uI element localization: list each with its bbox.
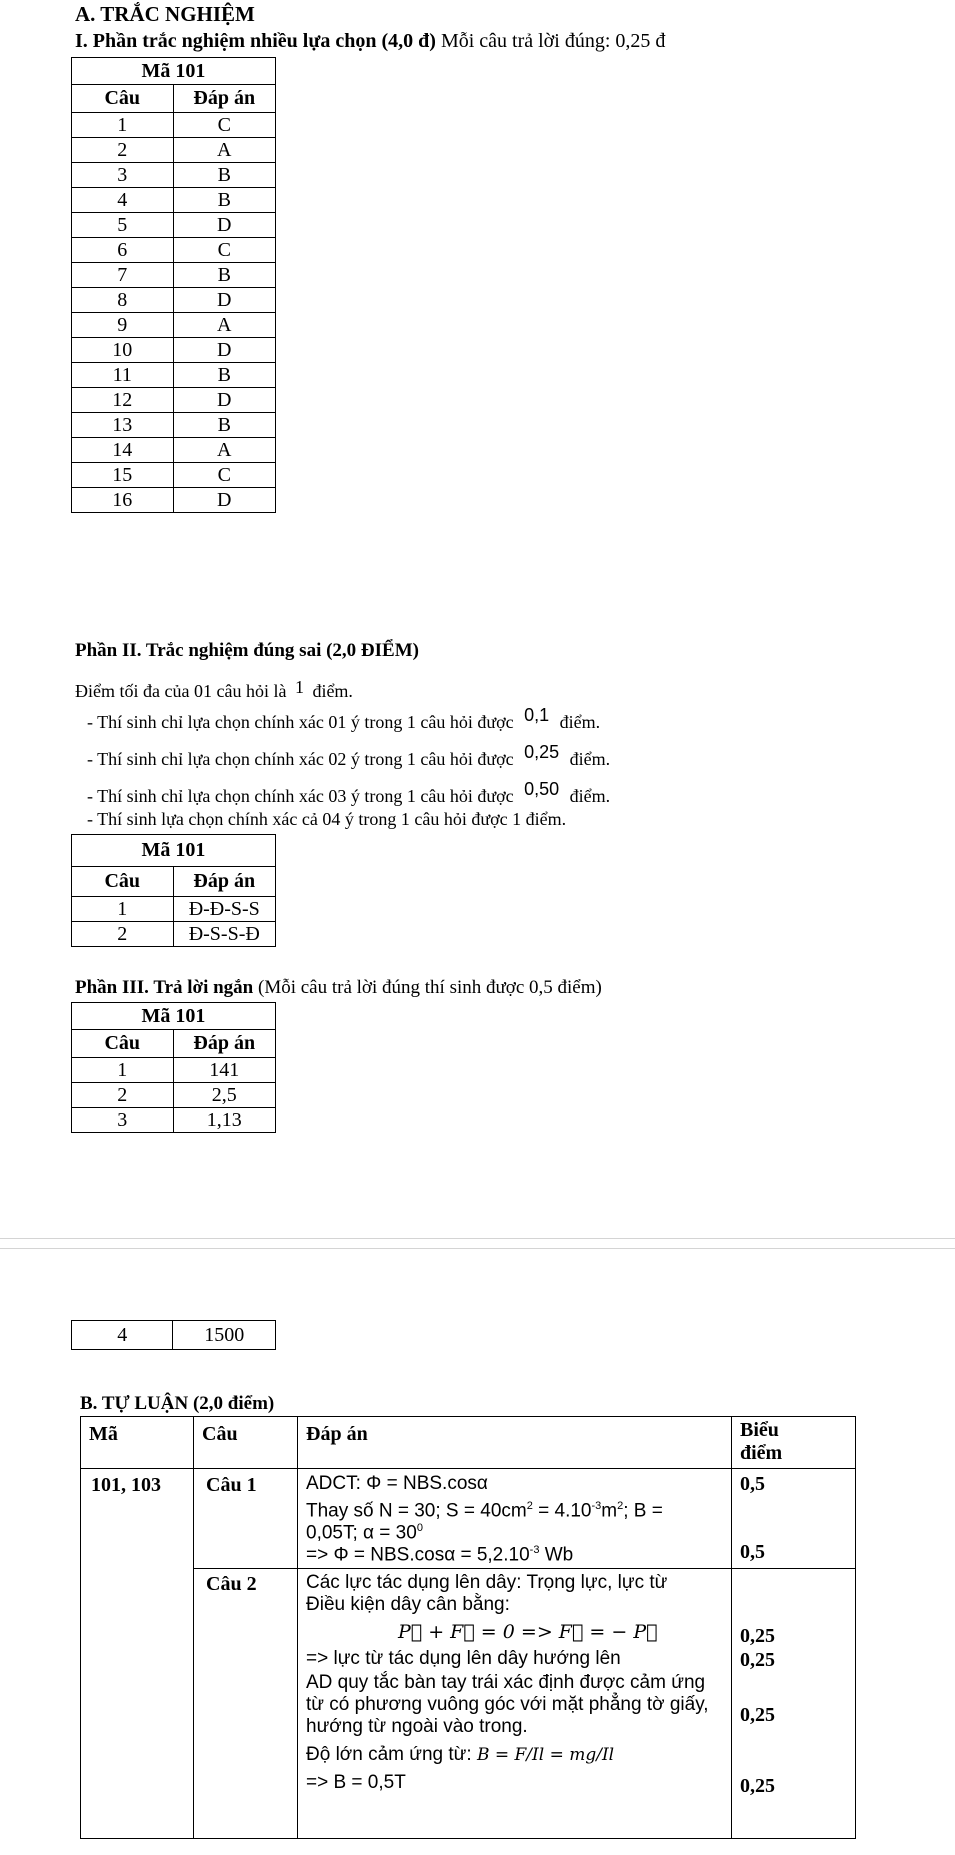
part2-rule-1: [87, 705, 601, 733]
answer-value: D: [173, 213, 276, 238]
question-2-scores: [732, 1569, 856, 1839]
rule-text: - Thí sinh chỉ lựa chọn chính xác 02 ý trong 1 câu hỏi được: [87, 749, 514, 769]
rule-unit: điểm.: [559, 712, 601, 732]
part1-title-bold: I. Phần trắc nghiệm nhiều lựa chọn (4,0 đ): [75, 30, 436, 52]
table-code: Mã 101: [72, 835, 276, 867]
question-number: 1: [72, 897, 174, 922]
q2-line-4: AD quy tắc bàn tay trái xác định được cảm ứng: [306, 1672, 706, 1693]
q1-line-3: 0,05T; $\alpha = 30^0$: [306, 1522, 423, 1544]
answer-value: 141: [173, 1058, 276, 1083]
part2-answer-table: [71, 834, 276, 947]
answer-value: 2,5: [173, 1083, 276, 1108]
rule-value: 0,50: [524, 779, 560, 799]
score: 0,25: [740, 1775, 775, 1797]
answer-value: C: [173, 113, 276, 138]
part1-title-rest: Mỗi câu trả lời đúng: 0,25 đ: [435, 30, 666, 52]
table-row: [72, 138, 276, 163]
question-number: 12: [72, 388, 174, 413]
score: 0,5: [740, 1541, 765, 1563]
column-header-answer: Đáp án: [173, 85, 276, 113]
essay-row-q1: [81, 1469, 856, 1569]
section-a-title: A. TRẮC NGHIỆM: [75, 2, 255, 26]
table-row: [72, 338, 276, 363]
rule-value: 0,1: [524, 705, 550, 725]
answer-value: A: [173, 138, 276, 163]
table-row: [72, 188, 276, 213]
table-row: [72, 1058, 276, 1083]
table-row: [72, 238, 276, 263]
column-header-answer: Đáp án: [173, 867, 276, 897]
rule-unit: điểm.: [569, 749, 611, 769]
table-row: [72, 1321, 276, 1350]
header-cau: Câu: [194, 1417, 298, 1469]
question-number: 4: [72, 1321, 173, 1350]
rule-text: - Thí sinh chỉ lựa chọn chính xác 01 ý trong 1 câu hỏi được: [87, 712, 514, 732]
part1-title: [75, 30, 665, 53]
part2-max-text: Điểm tối đa của 01 câu hỏi là: [75, 681, 287, 701]
column-header-question: Câu: [72, 867, 174, 897]
part3-title: [75, 977, 602, 999]
question-number: 6: [72, 238, 174, 263]
question-1-scores: [732, 1469, 856, 1569]
q2-equilibrium-formula: P⃗ + F⃗ = 0 => F⃗ = − P⃗: [398, 1621, 658, 1643]
exam-code: 101, 103: [81, 1469, 194, 1839]
header-bieu-diem-line1: Biểu: [740, 1419, 779, 1441]
essay-table: [80, 1416, 856, 1839]
question-1-answer: [298, 1469, 732, 1569]
question-number: 9: [72, 313, 174, 338]
part2-title: Phần II. Trắc nghiệm đúng sai (2,0 ĐIỂM): [75, 640, 419, 661]
answer-value: B: [173, 363, 276, 388]
question-number: 2: [72, 1083, 174, 1108]
table-row: [72, 922, 276, 947]
question-number: 3: [72, 1108, 174, 1133]
table-row: [72, 438, 276, 463]
question-2-answer: [298, 1569, 732, 1839]
part2-max-value: 1: [294, 677, 304, 697]
table-row: [72, 113, 276, 138]
header-dap-an: Đáp án: [298, 1417, 732, 1469]
question-number: 4: [72, 188, 174, 213]
answer-value: A: [173, 313, 276, 338]
question-number: 1: [72, 113, 174, 138]
part3-answer-table: [71, 1002, 276, 1133]
answer-value: D: [173, 388, 276, 413]
question-number: 10: [72, 338, 174, 363]
table-row: [72, 388, 276, 413]
answer-value: 1,13: [173, 1108, 276, 1133]
page-break-line: [0, 1238, 955, 1239]
part3-title-rest: (Mỗi câu trả lời đúng thí sinh được 0,5 điểm): [253, 977, 602, 998]
question-number: 11: [72, 363, 174, 388]
q1-line-4: => $\Phi = NBS.\cos\alpha = 5,2.10^{-3}$ Wb: [306, 1544, 574, 1566]
magnetic-field-formula: B = F/Il = mg/Il: [476, 1745, 615, 1765]
table-row: [72, 413, 276, 438]
part3-title-bold: Phần III. Trả lời ngắn: [75, 977, 254, 998]
answer-value: D: [173, 338, 276, 363]
answer-value: C: [173, 238, 276, 263]
part2-rule-4: - Thí sinh lựa chọn chính xác cả 04 ý trong 1 câu hỏi được 1 điểm.: [87, 809, 567, 829]
score: 0,5: [740, 1473, 765, 1495]
question-2-label: Câu 2: [194, 1569, 298, 1839]
question-number: 5: [72, 213, 174, 238]
score: 0,25: [740, 1649, 775, 1671]
rule-text: - Thí sinh chỉ lựa chọn chính xác 03 ý trong 1 câu hỏi được: [87, 786, 514, 806]
answer-value: C: [173, 463, 276, 488]
table-code: Mã 101: [72, 1003, 276, 1030]
table-row: [72, 463, 276, 488]
question-number: 1: [72, 1058, 174, 1083]
answer-value: B: [173, 188, 276, 213]
table-row: [72, 313, 276, 338]
question-number: 2: [72, 922, 174, 947]
question-number: 16: [72, 488, 174, 513]
part3-extra-row-table: [71, 1320, 276, 1350]
part2-max-unit: điểm.: [312, 681, 353, 701]
question-number: 8: [72, 288, 174, 313]
part2-max-score: [75, 677, 353, 702]
header-bieu-diem-line2: điểm: [740, 1442, 783, 1464]
question-number: 13: [72, 413, 174, 438]
table-row: [72, 263, 276, 288]
score: 0,25: [740, 1625, 775, 1647]
column-header-answer: Đáp án: [173, 1030, 276, 1058]
answer-value: B: [173, 163, 276, 188]
question-number: 15: [72, 463, 174, 488]
part2-rule-3: [87, 779, 611, 807]
answer-value: B: [173, 263, 276, 288]
q2-line-5: từ có phương vuông góc với mặt phẳng tờ giấy,: [306, 1694, 709, 1715]
page-break-line: [0, 1248, 955, 1249]
question-number: 14: [72, 438, 174, 463]
table-code: Mã 101: [72, 58, 276, 85]
score: 0,25: [740, 1704, 775, 1726]
q1-line-1: ADCT: Φ = NBS.cosα: [306, 1473, 488, 1494]
part1-answer-table: [71, 57, 276, 513]
answer-value: 1500: [173, 1321, 276, 1350]
answer-value: B: [173, 413, 276, 438]
q1-line-2: Thay số N = 30; $S = 40cm^2 = 4.10^{-3}m^2$; B =: [306, 1500, 663, 1522]
question-number: 7: [72, 263, 174, 288]
question-number: 2: [72, 138, 174, 163]
rule-value: 0,25: [524, 742, 560, 762]
table-row: [72, 213, 276, 238]
answer-value: A: [173, 438, 276, 463]
answer-value: Đ-Đ-S-S: [173, 897, 276, 922]
q2-line-7: Độ lớn cảm ứng từ: B = F/Il = mg/Il: [306, 1744, 615, 1765]
essay-row-q2: [81, 1569, 856, 1839]
answer-value: D: [173, 288, 276, 313]
table-row: [72, 163, 276, 188]
q2-line-2: Điều kiện dây cân bằng:: [306, 1594, 510, 1615]
rule-unit: điểm.: [569, 786, 611, 806]
table-row: [72, 288, 276, 313]
column-header-question: Câu: [72, 85, 174, 113]
question-number: 3: [72, 163, 174, 188]
table-row: [72, 897, 276, 922]
answer-value: D: [173, 488, 276, 513]
table-row: [72, 1108, 276, 1133]
q2-line-1: Các lực tác dụng lên dây: Trọng lực, lực từ: [306, 1572, 668, 1593]
table-row: [72, 488, 276, 513]
header-bieu-diem: [732, 1417, 856, 1469]
q2-line-3: => lực từ tác dụng lên dây hướng lên: [306, 1648, 621, 1669]
question-1-label: Câu 1: [194, 1469, 298, 1569]
essay-header-row: [81, 1417, 856, 1469]
part2-rule-2: [87, 742, 611, 770]
column-header-question: Câu: [72, 1030, 174, 1058]
table-row: [72, 1083, 276, 1108]
q2-line-8: => B = 0,5T: [306, 1772, 406, 1793]
q2-line-6: hướng từ ngoài vào trong.: [306, 1716, 528, 1737]
section-b-title: B. TỰ LUẬN (2,0 điểm): [80, 1393, 275, 1414]
table-row: [72, 363, 276, 388]
header-ma: Mã: [81, 1417, 194, 1469]
answer-value: Đ-S-S-Đ: [173, 922, 276, 947]
